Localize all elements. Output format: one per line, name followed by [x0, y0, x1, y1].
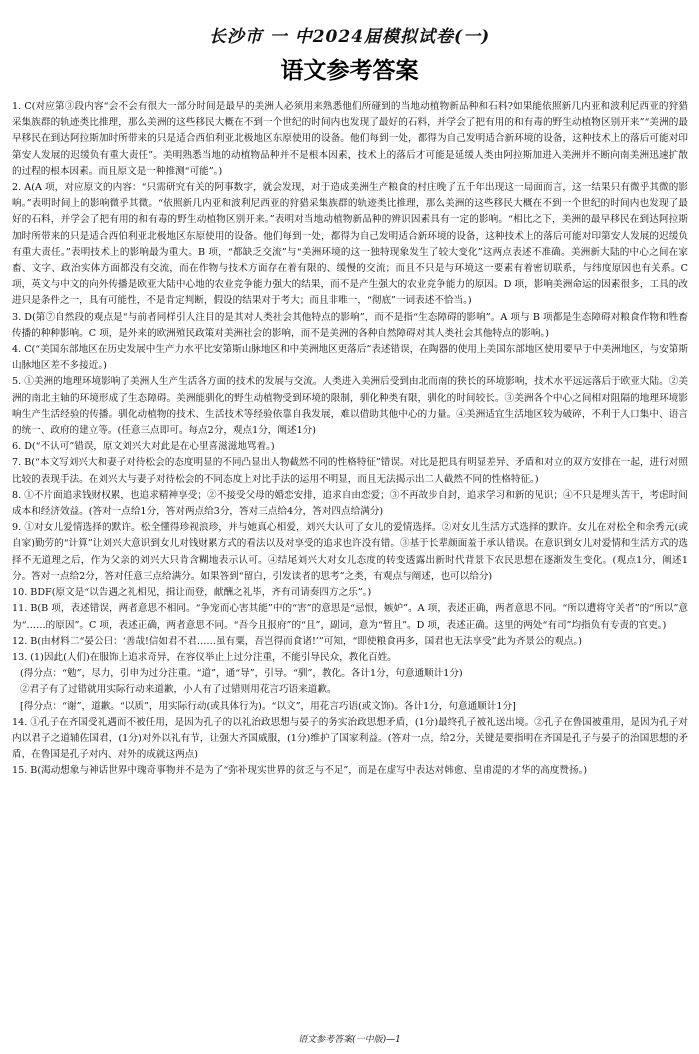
answer-11: 11. B(B 项，表述错误，两者意思不相同。“争宠而心害其能”中的“害”的意思是“忌恨，嫉妒”。A 项，表述正确，两者意思不同。“所以遭将守关者”的“所以”意为“……的原因”。C 项，表述正确，两者意思不同。“吾今且报府”的“且”，副词，意为“暂且”。D 项，表述正确。这里的两处“有司”均指负有专责的官吏。) [12, 603, 688, 631]
answer-4: 4. C(“美国东部地区在历史发展中生产力水平比安第斯山脉地区和中美洲地区更落后”表述错误，在陶器的使用上美国东部地区使用要早于中美洲地区，与安第斯山脉地区差不多接近。) [12, 344, 688, 372]
answer-7: 7. B(“本文写刘兴大和妻子对待松会的态度明显的不同凸显出人物截然不同的性格特征”错误。对比是把具有明显差异、矛盾和对立的双方安排在一起，进行对照比较的表现手法。在刘兴大与妻子对待松会的不同态度上对比手法的运用不明显，而且无法揭示出二人截然不同的性格特征。) [12, 457, 688, 485]
exam-header: 长沙市 一 中2024届模拟试卷(一) [208, 27, 491, 47]
document-title: 语文参考答案 [280, 58, 419, 84]
answer-13-part-2: ②君子有了过错就用实际行动来道歉，小人有了过错则用花言巧语来道歉。 [20, 684, 337, 696]
answer-15: 15. B(渴动想象与神话世界中瑰奇事物并不是为了“弥补现实世界的贫乏与不足”，而是在虚写中表达对韩愈、皇甫湜的才华的高度赞扬。) [12, 765, 588, 777]
answer-12: 12. B(由材料二“晏公曰：‘善哉!信如君不君……虽有粟，吾岂得而食诸!’”可知，“即使粮食再多，国君也无法享受”此为齐景公的观点。) [12, 635, 582, 647]
page-footer: 语文参考答案(一中版)—1 [298, 1035, 401, 1045]
answer-14: 14. ①孔子在齐国受礼遇而不被任用，是因为孔子的以礼治政思想与晏子的务实治政思想矛盾，(1分)最终孔子被礼送出境。②孔子在鲁国被重用，是因为孔子对内以君子之道辅佐国君，(1分)对外以礼有节，让强大齐国威服，(1分)维护了国家利益。(答对一点，给2分，关键是要指明在齐国是孔子与晏子的治国思想的矛盾，在鲁国是孔子对内、对外的成就这两点) [12, 716, 688, 761]
answer-9: 9. ①对女儿爱情选择的默许。松全懂得珍视浪珍，并与她真心相爱，刘兴大认可了女儿的爱情选择。②对女儿生活方式选择的默许。女儿在对松全和余秀元(或自家)勤劳的“计算”让刘兴大意识到女儿对钱财累方式的看法以及对享受的追求也许没有错。③基于长辈颜面羞于承认错误。在意识到女儿对爱情和生活方式的选择不无道理之后，作为父亲的刘兴大只肯含糊地表示认可。④结尾刘兴大对女儿态度的转变透露出新时代背景下农民思想在逐渐发生变化。(观点1分，阐述1分。答对一点给2分，答对任意三点给满分。如果答到“留白，引发读者的思考”之类，有观点与阐述，也可以给分) [12, 522, 688, 582]
answer-10: 10. BDF(原文是“以告遇之礼相见，揖让而登，献酬之礼毕，齐有司请奏四方之乐”。) [12, 587, 372, 599]
answer-13-scoring-1: (得分点：“勉”，尽力，引申为过分注重。“道”，通“导”，引导。“驯”，教化。各计1分，句意通顺计1分) [20, 668, 463, 680]
answer-2: 2. A(A 项，对应原文的内容：“只需研究有关的阿事数字，就会发现，对于造成美洲生产粮食的村庄晚了五千年出现这一局面而言，这一结果只有微乎其微的影响。”表明时间上的影响微乎其微。“依照新几内亚和波利尼西亚的狩猎采集族群的轨迹类比推理，那么美洲的这些移民大概在不到一个世纪的时间内也发现了最好的石料，并学会了把有用的和有毒的野生动植物区别开来。”表明对当地动植物新品种的辨识因素具有一定的影响。“相比之下，美洲的最早移民在到达阿拉斯加时所带来的只是适合西伯利亚北极地区东原使用的设备。他们每到一处，都得为自己发明适合新环境的设备，这种技术上的落后可能对印第安人发展的迟缓负有重大责任。”表明技术上的影响最为重大。B 项，“都缺乏交流”与“美洲环境的这一独特现象发生了较大变化”这两点表述不准确。美洲新大陆的中心之间在家畜、文字、政治实体方面都没有交流，而在作物与技术方面存在着有限的、缓慢的交流；而且不只是与环境这一要素有着密切联系，与纬度原因也有关系。C 项，英文与中文的向外传播是欧亚大陆中心地的农业竞争能力强大的结果，而不是产生强大的农业竞争能力的原因。D 项，影响美洲命运的因素很多，工具的改进只是条件之一，具有可能性，不是肯定判断，假设的结果对于考大；而且非唯一，“彻底”一词表述不恰当。) [12, 182, 688, 307]
answer-1: 1. C(对应第③段内容“会不会有很大一部分时间是最早的美洲人必须用来熟悉他们所碰到的当地动植物新品种和石料?如果能依照新几内亚和波利尼西亚的狩猎采集族群的轨迹类比推理，那么美洲的这些移民大概在不到一个世纪的时间内也发现了最好的石料，并学会了把有用的和有毒的野生动植物区别开来”“美洲的最早移民在到达阿拉斯加时所带来的只是适合西伯利亚北极地区东原使用的设备。他们每到一处，都得为自己发明适合新环境的设备，这种技术上的落后可能对印第安人发展的迟缓负有重大责任”。美明熟悉当地的动植物品种并不是根本因素，技术上的落后才可能是延缓人类由阿拉斯加进入美洲并不断向南美洲迅速扩散的过程的根本因素。而且原文是一种推测“可能”。) [12, 101, 688, 177]
answer-3: 3. D(第⑦自然段的观点是“与前者同样引人注目的是其对人类社会其他特点的影响”，而不是指“生态障碍的影响”。A 项与 B 项都是生态障碍对粮食作物和牲畜传播的种种影响。C 项，是外来的欧洲殖民政策对美洲社会的影响，而不是美洲的各种自然障碍对其人类社会其他特点的影响。) [12, 311, 688, 339]
answer-13-scoring-2: [得分点：“谢”，道歉。“以质”，用实际行动(或具体行为)。“以文”，用花言巧语(或文饰)。各计1分，句意通顺计1分] [20, 700, 516, 712]
answer-8: 8. ①不片面追求钱财权累，也追求精神享受；②不接受父母的婚恋安排，追求自由恋爱；③不再故步自封，追求学习和新的见识；④不只是埋头苦干，考虑时间成本和经济效益。(答对一点给1分，答对两点给3分，答对三点给4分，答对四点给满分) [12, 489, 688, 518]
answer-list [12, 99, 688, 780]
answer-6: 6. D(“不认可”错误，原文刘兴大对此是在心里喜滋滋地骂着。) [12, 441, 275, 453]
answer-5: 5. ①美洲的地理环境影响了美洲人生产生活各方面的技术的发展与交流。人类进入美洲后受到由北而南的狭长的环境影响，技术水平远远落后于欧亚大陆。②美洲的南北主轴的环境形成了生态障碍。美洲能驯化的野生动植物受到环境的限制，驯化种类有限，驯化的时间较长。③美洲各个中心之间相对阻隔的地理环境影响生产生活经验的传播。驯化动植物的技术、生活技术等经验依靠自我发展，难以借助其他中心的力量。④美洲适宜生活地区较为破碎，不利于人口集中、语言的统一、政府的建立等。(任意三点即可。每点2分，观点1分，阐述1分) [12, 376, 688, 437]
answer-13-part-1: 13. (1)因此(人们)在服饰上追求奇异，在容仪举止上过分注重，不能引导民众，教化百姓。 [12, 651, 397, 663]
